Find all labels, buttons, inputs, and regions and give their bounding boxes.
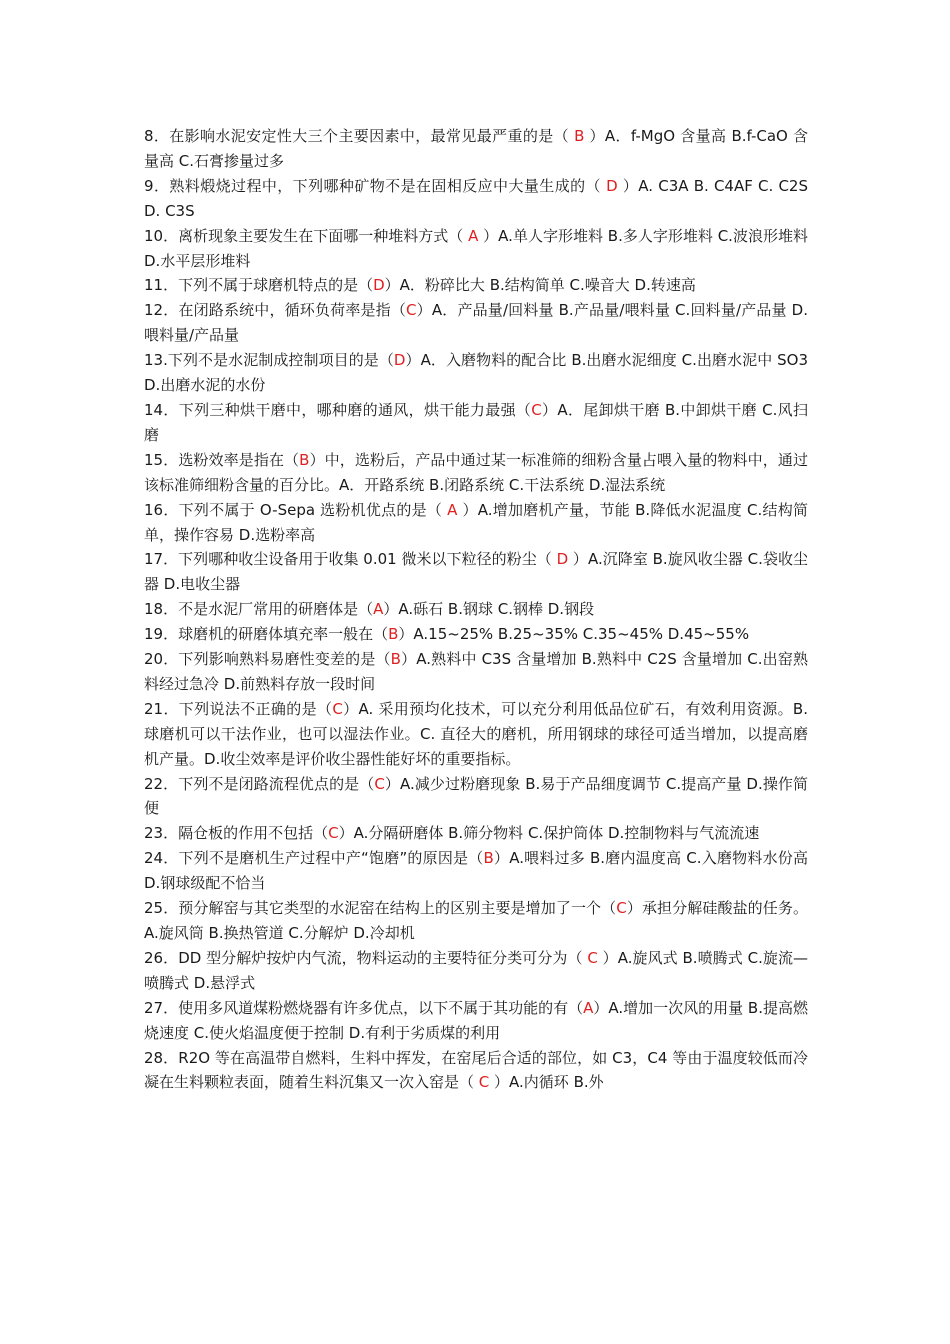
question-item: 10．离析现象主要发生在下面哪一种堆料方式（ A ）A.单人字形堆料 B.多人字形堆料 C.波浪形堆料 D.水平层形堆料 — [144, 226, 808, 270]
answer-letter: C — [406, 301, 417, 320]
question-item: 14．下列三种烘干磨中，哪种磨的通风，烘干能力最强（C）A．尾卸烘干磨 B.中卸烘干磨 C.风扫磨 — [144, 400, 808, 444]
question-item: 12．在闭路系统中，循环负荷率是指（C）A．产品量/回料量 B.产品量/喂料量 C.回料量/产品量 D.喂料量/产品量 — [144, 301, 808, 345]
question-item: 16．下列不属于 O-Sepa 选粉机优点的是（ A ）A.增加磨机产量，节能 B.降低水泥温度 C.结构简单，操作容易 D.选粉率高 — [144, 500, 808, 544]
question-item: 26．DD 型分解炉按炉内气流，物料运动的主要特征分类可分为（ C ）A.旋风式 B.喷腾式 C.旋流—喷腾式 D.悬浮式 — [144, 948, 809, 992]
answer-letter: C — [374, 774, 385, 793]
answer-letter: B — [388, 625, 399, 644]
question-item: 23．隔仓板的作用不包括（C）A.分隔研磨体 B.筛分物料 C.保护筒体 D.控制物料与气流流速 — [144, 824, 760, 843]
answer-letter: A — [447, 500, 458, 519]
answer-letter: D — [373, 276, 385, 295]
answer-letter: C — [478, 1073, 490, 1092]
answer-letter: C — [332, 699, 343, 718]
answer-letter: B — [574, 127, 585, 145]
answer-letter: D — [606, 176, 618, 195]
question-item: 15．选粉效率是指在（B）中，选粉后，产品中通过某一标准筛的细粉含量占喂入量的物料中，通过该标准筛细粉含量的百分比。A．开路系统 B.闭路系统 C.干法系统 D.湿法系统 — [144, 450, 808, 494]
question-item: 13.下列不是水泥制成控制项目的是（D）A．入磨物料的配合比 B.出磨水泥细度 C.出磨水泥中 SO3 D.出磨水泥的水份 — [144, 351, 808, 395]
answer-letter: A — [373, 600, 384, 619]
question-item: 20．下列影响熟料易磨性变差的是（B）A.熟料中 C3S 含量增加 B.熟料中 C2S 含量增加 C.出窑熟料经过急冷 D.前熟料存放一段时间 — [144, 650, 808, 693]
question-item: 28．R2O 等在高温带自燃料，生料中挥发，在窑尾后合适的部位，如 C3，C4 等由于温度较低而冷凝在生料颗粒表面，随着生料沉集又一次入窑是（ C ）A.内循环 B.外 — [144, 1048, 808, 1092]
question-item: 9．熟料煅烧过程中，下列哪种矿物不是在固相反应中大量生成的（ D ）A. C3A B. C4AF C. C2S D. C3S — [144, 176, 808, 220]
answer-letter: D — [393, 351, 406, 370]
question-item: 27．使用多风道煤粉燃烧器有许多优点，以下不属于其功能的有（A）A.增加一次风的用量 B.提高燃烧速度 C.使火焰温度便于控制 D.有利于劣质煤的利用 — [144, 998, 808, 1042]
answer-letter: C — [587, 948, 598, 967]
answer-letter: C — [616, 899, 627, 918]
question-item: 21．下列说法不正确的是（C）A. 采用预均化技术，可以充分利用低品位矿石，有效利用资源。B. 球磨机可以干法作业，也可以湿法作业。C. 直径大的磨机，所用钢球的球径可适当增加，以提高磨机产量。D.收尘效率是评价收尘器性能好坏的重要指标。 — [144, 699, 808, 768]
question-item: 8．在影响水泥安定性大三个主要因素中，最常见最严重的是（ B ）A．f-MgO 含量高 B.f-CaO 含量高 C.石膏掺量过多 — [144, 127, 809, 170]
answer-letter: C — [328, 824, 339, 843]
question-item: 11．下列不属于球磨机特点的是（D）A．粉碎比大 B.结构简单 C.噪音大 D.转速高 — [144, 276, 696, 295]
document-page — [144, 124, 808, 1095]
question-item: 25．预分解窑与其它类型的水泥窑在结构上的区别主要是增加了一个（C）承担分解硅酸盐的任务。A.旋风筒 B.换热管道 C.分解炉 D.冷却机 — [144, 899, 808, 942]
question-item: 22．下列不是闭路流程优点的是（C）A.减少过粉磨现象 B.易于产品细度调节 C.提高产量 D.操作简便 — [144, 774, 808, 818]
question-item: 19．球磨机的研磨体填充率一般在（B）A.15~25% B.25~35% C.35~45% D.45~55% — [144, 625, 750, 644]
answer-letter: B — [390, 650, 401, 669]
question-item: 17．下列哪种收尘设备用于收集 0.01 微米以下粒径的粉尘（ D ）A.沉降室 B.旋风收尘器 C.袋收尘器 D.电收尘器 — [144, 550, 808, 594]
answer-letter: A — [583, 998, 594, 1017]
answer-letter: D — [556, 550, 569, 569]
answer-letter: B — [299, 450, 310, 469]
answer-letter: C — [531, 400, 542, 419]
question-item: 18．不是水泥厂常用的研磨体是（A）A.砾石 B.钢球 C.钢棒 D.钢段 — [144, 600, 595, 619]
answer-letter: B — [483, 849, 494, 868]
answer-letter: A — [468, 226, 479, 245]
question-item: 24．下列不是磨机生产过程中产“饱磨”的原因是（B）A.喂料过多 B.磨内温度高 C.入磨物料水份高 D.钢球级配不恰当 — [144, 849, 809, 893]
